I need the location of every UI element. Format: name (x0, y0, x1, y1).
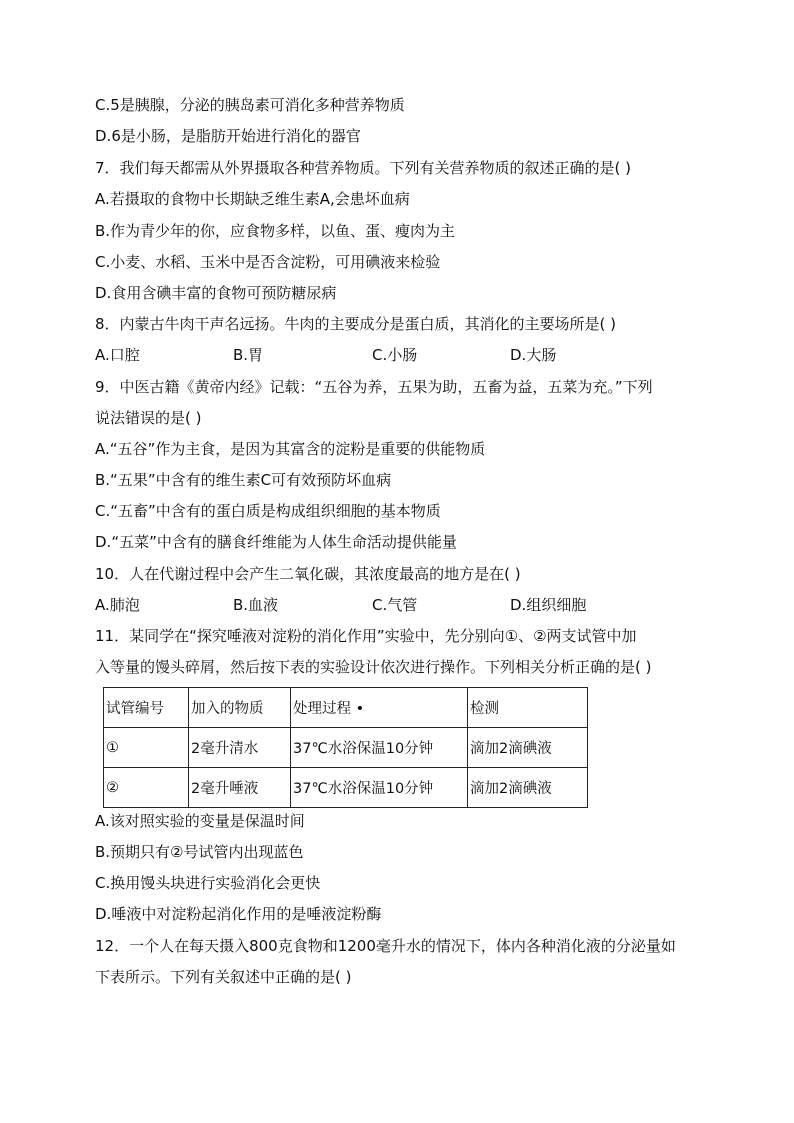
question-11-line1: 11．某同学在“探究唾液对淀粉的消化作用”实验中，先分别向①、②两支试管中加 (95, 627, 637, 645)
q11-option-c: C.换用馒头块进行实验消化会更快 (95, 874, 321, 892)
table-cell: 2毫升唾液 (189, 768, 291, 808)
q6-option-c: C.5是胰腺，分泌的胰岛素可消化多种营养物质 (95, 96, 405, 114)
table-cell: 37℃水浴保温10分钟 (291, 768, 468, 808)
question-11-line2: 入等量的馒头碎屑，然后按下表的实验设计依次进行操作。下列相关分析正确的是( ) (95, 658, 652, 676)
question-12-line1: 12．一个人在每天摄入800克食物和1200毫升水的情况下，体内各种消化液的分泌量如 (95, 937, 676, 955)
q8-option-b: B.胃 (233, 346, 264, 364)
q7-option-c: C.小麦、水稻、玉米中是否含淀粉，可用碘液来检验 (95, 253, 441, 271)
table-header-row (104, 688, 588, 728)
q11-option-a: A.该对照实验的变量是保温时间 (95, 812, 305, 830)
table-header-cell: 处理过程 • (291, 688, 468, 728)
q7-option-a: A.若摄取的食物中长期缺乏维生素A,会患坏血病 (95, 190, 410, 208)
table-header-cell: 加入的物质 (189, 688, 291, 728)
table-header-cell: 试管编号 (104, 688, 189, 728)
question-12-line2: 下表所示。下列有关叙述中正确的是( ) (95, 968, 352, 986)
q8-option-c: C.小肠 (372, 346, 418, 364)
table-cell: 2毫升清水 (189, 728, 291, 768)
q7-option-b: B.作为青少年的你，应食物多样，以鱼、蛋、瘦肉为主 (95, 222, 456, 240)
q10-option-a: A.肺泡 (95, 596, 140, 614)
q9-option-b: B.“五果”中含有的维生素C可有效预防坏血病 (95, 471, 392, 489)
q11-option-b: B.预期只有②号试管内出现蓝色 (95, 843, 304, 861)
question-7: 7．我们每天都需从外界摄取各种营养物质。下列有关营养物质的叙述正确的是( ) (95, 159, 632, 177)
q11-option-d: D.唾液中对淀粉起消化作用的是唾液淀粉酶 (95, 905, 382, 923)
table-header-cell: 检测 (468, 688, 588, 728)
q10-option-d: D.组织细胞 (510, 596, 587, 614)
table-row (104, 728, 588, 768)
q10-option-c: C.气管 (372, 596, 418, 614)
q8-option-d: D.大肠 (510, 346, 557, 364)
question-9-line2: 说法错误的是( ) (95, 409, 202, 427)
q7-option-d: D.食用含碘丰富的食物可预防糖尿病 (95, 284, 337, 302)
q9-option-c: C.“五畜”中含有的蛋白质是构成组织细胞的基本物质 (95, 502, 441, 520)
table-row (104, 768, 588, 808)
table-cell: ① (104, 728, 189, 768)
question-9-line1: 9．中医古籍《黄帝内经》记载：“五谷为养，五果为助，五畜为益，五菜为充。”下列 (95, 378, 653, 396)
q6-option-d: D.6是小肠，是脂肪开始进行消化的器官 (95, 127, 361, 145)
table-cell: 37℃水浴保温10分钟 (291, 728, 468, 768)
table-cell: 滴加2滴碘液 (468, 768, 588, 808)
table-cell: 滴加2滴碘液 (468, 728, 588, 768)
question-10: 10．人在代谢过程中会产生二氧化碳，其浓度最高的地方是在( ) (95, 565, 521, 583)
q10-option-b: B.血液 (233, 596, 279, 614)
experiment-table (103, 687, 588, 808)
q9-option-d: D.“五菜”中含有的膳食纤维能为人体生命活动提供能量 (95, 533, 457, 551)
table-cell: ② (104, 768, 189, 808)
q9-option-a: A.“五谷”作为主食，是因为其富含的淀粉是重要的供能物质 (95, 440, 486, 458)
question-8: 8．内蒙古牛肉干声名远扬。牛肉的主要成分是蛋白质，其消化的主要场所是( ) (95, 315, 617, 333)
q8-option-a: A.口腔 (95, 346, 140, 364)
